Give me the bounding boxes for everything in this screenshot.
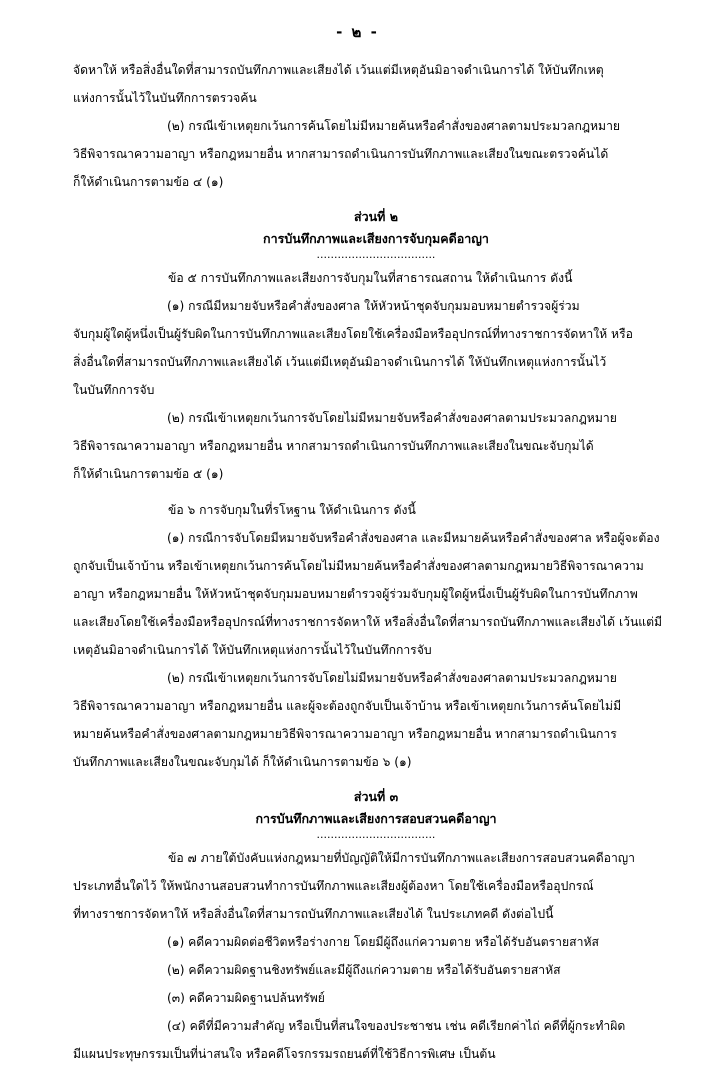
paragraph — [73, 844, 679, 928]
text-line: ข้อ ๖ การจับกุมในที่รโหฐาน ให้ดำเนินการ ดังนี้ — [168, 503, 416, 517]
text-line: หมายค้นหรือคำสั่งของศาลตามกฎหมายวิธีพิจารณาความอาญา หรือกฎหมายอื่น หากสามารถดำเนินการ — [73, 727, 617, 741]
text-line: ในบันทึกการจับ — [73, 383, 155, 397]
text-line: ข้อ ๗ ภายใต้บังคับแห่งกฎหมายที่บัญญัติให้มีการบันทึกภาพและเสียงการสอบสวนคดีอาญา — [168, 851, 636, 865]
section-separator: .................................. — [316, 828, 436, 841]
document-body — [73, 56, 679, 1068]
section-separator: .................................. — [316, 248, 436, 261]
paragraph — [73, 664, 679, 776]
text-line: เหตุอันมิอาจดำเนินการได้ ให้บันทึกเหตุแห่งการนั้นไว้ในบันทึกการจับ — [73, 643, 432, 657]
text-line: (๒) กรณีเข้าเหตุยกเว้นการค้นโดยไม่มีหมายค้นหรือคำสั่งของศาลตามประมวลกฎหมาย — [167, 119, 621, 133]
paragraph — [73, 112, 679, 196]
paragraph — [73, 1012, 679, 1068]
section-subtitle: การบันทึกภาพและเสียงการสอบสวนคดีอาญา — [255, 811, 497, 826]
text-line: วิธีพิจารณาความอาญา หรือกฎหมายอื่น หากสามารถดำเนินการบันทึกภาพและเสียงในขณะตรวจค้นได้ — [73, 147, 609, 161]
paragraph — [73, 292, 679, 404]
paragraph — [73, 496, 679, 524]
section-subtitle: การบันทึกภาพและเสียงการจับกุมคดีอาญา — [263, 231, 489, 246]
page-number: - ๒ - — [336, 23, 379, 41]
paragraph — [73, 928, 679, 956]
text-line: (๒) กรณีเข้าเหตุยกเว้นการจับโดยไม่มีหมายจับหรือคำสั่งของศาลตามประมวลกฎหมาย — [167, 411, 617, 425]
text-line: วิธีพิจารณาความอาญา หรือกฎหมายอื่น หากสามารถดำเนินการบันทึกภาพและเสียงในขณะจับกุมได้ — [73, 439, 594, 453]
paragraph — [73, 956, 679, 984]
text-line: ที่ทางราชการจัดหาให้ หรือสิ่งอื่นใดที่สามารถบันทึกภาพและเสียงได้ ในประเภทคดี ดังต่อไปนี้ — [73, 907, 554, 921]
text-line: (๒) กรณีเข้าเหตุยกเว้นการจับโดยไม่มีหมายจับหรือคำสั่งของศาลตามประมวลกฎหมาย — [167, 671, 617, 685]
text-line: ถูกจับเป็นเจ้าบ้าน หรือเข้าเหตุยกเว้นการค้นโดยไม่มีหมายค้นหรือคำสั่งของศาลตามกฎหมายวิธีพิจารณาความ — [73, 559, 644, 573]
text-line: ก็ให้ดำเนินการตามข้อ ๕ (๑) — [73, 467, 224, 481]
text-line: และเสียงโดยใช้เครื่องมือหรืออุปกรณ์ที่ทางราชการจัดหาให้ หรือสิ่งอื่นใดที่สามารถบันทึกภาพและเสียงได้ เว้นแต่มี — [73, 615, 663, 629]
text-line: ข้อ ๕ การบันทึกภาพและเสียงการจับกุมในที่สาธารณสถาน ให้ดำเนินการ ดังนี้ — [168, 271, 573, 285]
text-line: (๑) คดีความผิดต่อชีวิตหรือร่างกาย โดยมีผู้ถึงแก่ความตาย หรือได้รับอันตรายสาหัส — [167, 935, 599, 949]
text-line: แห่งการนั้นไว้ในบันทึกการตรวจค้น — [73, 91, 257, 105]
text-line: (๒) คดีความผิดฐานชิงทรัพย์และมีผู้ถึงแก่ความตาย หรือได้รับอันตรายสาหัส — [167, 963, 561, 977]
text-line: อาญา หรือกฎหมายอื่น ให้หัวหน้าชุดจับกุมมอบหมายตำรวจผู้ร่วมจับกุมผู้ใดผู้หนึ่งเป็นผู้รับผิดในการบันทึกภาพ — [73, 587, 638, 601]
text-line: วิธีพิจารณาความอาญา หรือกฎหมายอื่น และผู้จะต้องถูกจับเป็นเจ้าบ้าน หรือเข้าเหตุยกเว้นการค้นโดยไม่มี — [73, 699, 622, 713]
text-line: จับกุมผู้ใดผู้หนึ่งเป็นผู้รับผิดในการบันทึกภาพและเสียงโดยใช้เครื่องมือหรืออุปกรณ์ที่ทางราชการจัดหาให้ หรือ — [73, 327, 633, 341]
text-line: (๓) คดีความผิดฐานปล้นทรัพย์ — [167, 991, 325, 1005]
section-title: ส่วนที่ ๒ — [353, 209, 399, 224]
text-line: บันทึกภาพและเสียงในขณะจับกุมได้ ก็ให้ดำเนินการตามข้อ ๖ (๑) — [73, 755, 412, 769]
paragraph — [73, 524, 679, 664]
text-line: สิ่งอื่นใดที่สามารถบันทึกภาพและเสียงได้ เว้นแต่มีเหตุอันมิอาจดำเนินการได้ ให้บันทึกเหตุแห่งการนั้นไว้ — [73, 355, 607, 369]
paragraph — [73, 264, 679, 292]
paragraph — [73, 984, 679, 1012]
text-line: มีแผนประทุษกรรมเป็นที่น่าสนใจ หรือคดีโจรกรรมรถยนต์ที่ใช้วิธีการพิเศษ เป็นต้น — [73, 1047, 496, 1061]
paragraph — [73, 404, 679, 488]
text-line: (๑) กรณีการจับโดยมีหมายจับหรือคำสั่งของศาล และมีหมายค้นหรือคำสั่งของศาล หรือผู้จะต้อง — [167, 531, 660, 545]
text-line: ประเภทอื่นใดไว้ ให้พนักงานสอบสวนทำการบันทึกภาพและเสียงผู้ต้องหา โดยใช้เครื่องมือหรืออุปกรณ์ — [73, 879, 594, 893]
paragraph — [73, 56, 679, 112]
text-line: (๑) กรณีมีหมายจับหรือคำสั่งของศาล ให้หัวหน้าชุดจับกุมมอบหมายตำรวจผู้ร่วม — [167, 299, 580, 313]
text-line: (๔) คดีที่มีความสำคัญ หรือเป็นที่สนใจของประชาชน เช่น คดีเรียกค่าไถ่ คดีที่ผู้กระทำผิด — [167, 1019, 626, 1033]
text-line: จัดหาให้ หรือสิ่งอื่นใดที่สามารถบันทึกภาพและเสียงได้ เว้นแต่มีเหตุอันมิอาจดำเนินการได้ ให้บันทึกเหตุ — [73, 63, 604, 77]
section-title: ส่วนที่ ๓ — [353, 789, 399, 804]
text-line: ก็ให้ดำเนินการตามข้อ ๔ (๑) — [73, 175, 224, 189]
